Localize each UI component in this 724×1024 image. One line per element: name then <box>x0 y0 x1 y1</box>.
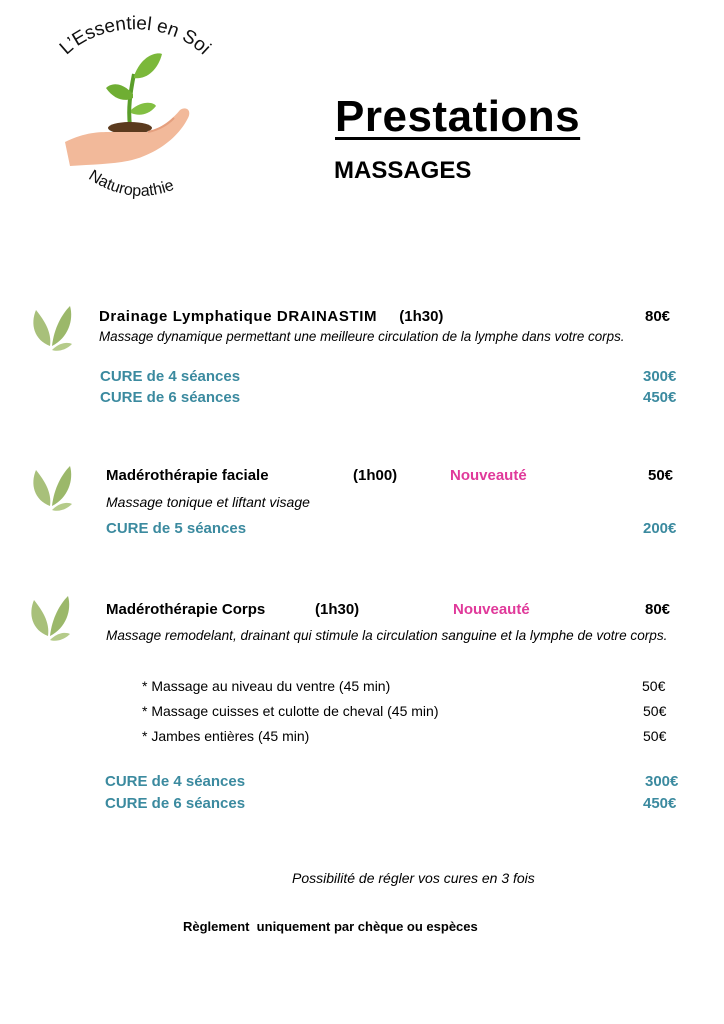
installment-note: Possibilité de régler vos cures en 3 fois <box>292 870 535 886</box>
option-item: * Jambes entières (45 min) <box>142 728 310 744</box>
cure-price: 300€ <box>645 773 679 790</box>
cure-price: 300€ <box>643 368 677 385</box>
new-badge: Nouveauté <box>450 467 527 484</box>
logo <box>30 14 250 224</box>
svg-text:Naturopathie <box>86 167 177 200</box>
option-price: 50€ <box>643 703 667 719</box>
option-item: * Massage au niveau du ventre (45 min) <box>142 678 391 694</box>
service-2-price: 50€ <box>648 467 674 484</box>
service-3-description: Massage remodelant, drainant qui stimule la circulation sanguine et la lymphe de votre corps. <box>106 628 668 643</box>
leaf-icon <box>26 592 72 644</box>
cure-label: CURE de 6 séances <box>105 795 246 812</box>
svg-text:L’Essentiel en Soi <box>56 14 215 59</box>
service-1-title <box>99 308 443 325</box>
cure-label: CURE de 4 séances <box>100 368 241 385</box>
cure-label: CURE de 6 séances <box>100 389 241 406</box>
option-price: 50€ <box>643 728 667 744</box>
service-2-name: Madérothérapie faciale <box>106 467 269 484</box>
logo-top-text: L’Essentiel en Soi <box>55 14 215 60</box>
service-3-duration: (1h30) <box>315 601 360 618</box>
service-3-name: Madérothérapie Corps <box>106 601 266 618</box>
cure-label: CURE de 4 séances <box>105 773 246 790</box>
cure-label: CURE de 5 séances <box>106 520 247 537</box>
service-3-price: 80€ <box>645 601 671 618</box>
service-1-price: 80€ <box>645 308 671 325</box>
leaf-icon <box>28 302 74 354</box>
payment-note: Règlement uniquement par chèque ou espèces <box>183 919 478 934</box>
option-item: * Massage cuisses et culotte de cheval (45 min) <box>142 703 439 719</box>
cure-price: 450€ <box>643 795 677 812</box>
option-price: 50€ <box>642 678 666 694</box>
service-2-description: Massage tonique et liftant visage <box>106 494 310 510</box>
leaf-icon <box>28 462 74 514</box>
service-2-duration: (1h00) <box>353 467 398 484</box>
service-1-description: Massage dynamique permettant une meilleure circulation de la lymphe dans votre corps. <box>99 329 625 344</box>
page-title: Prestations <box>335 92 581 141</box>
cure-price: 450€ <box>643 389 677 406</box>
new-badge: Nouveauté <box>453 601 530 618</box>
service-name: Drainage Lymphatique DRAINASTIM <box>99 308 378 325</box>
page-subtitle: MASSAGES <box>334 157 472 184</box>
logo-bottom-text: Naturopathie <box>85 167 177 200</box>
service-duration: (1h30) <box>399 308 444 325</box>
cure-price: 200€ <box>643 520 677 537</box>
